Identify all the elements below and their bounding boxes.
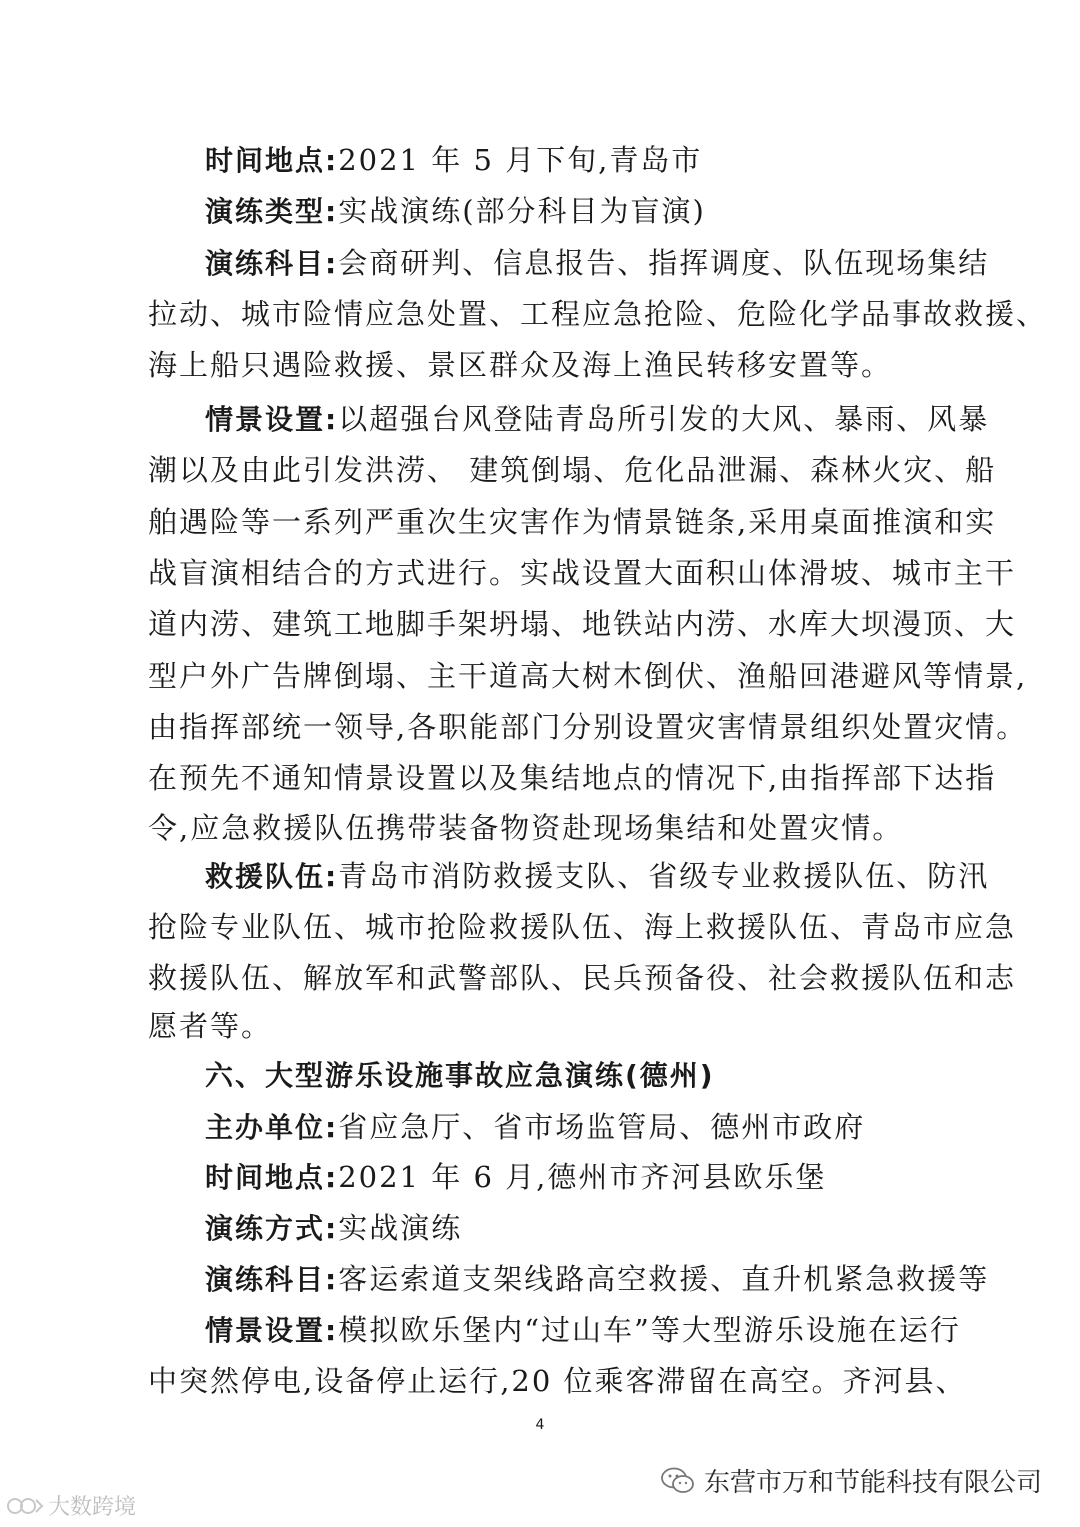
drill-mode-label: 演练方式: <box>205 1212 339 1245</box>
company-watermark <box>660 1462 1042 1499</box>
time-place-value-2: 2021 年 6 月,德州市齐河县欧乐堡 <box>338 1160 827 1194</box>
rescue-teams-label: 救援队伍: <box>205 860 339 893</box>
rescue-teams-line <box>205 856 990 897</box>
organizer-label: 主办单位: <box>205 1111 339 1144</box>
paragraph-line: 抢险专业队伍、城市抢险救援队伍、海上救援队伍、青岛市应急 <box>148 910 1017 944</box>
section-heading: 六、大型游乐设施事故应急演练(德州) <box>205 1059 715 1092</box>
scenario-label: 情景设置: <box>205 403 339 436</box>
scenario-line <box>205 399 990 440</box>
drill-type-value: 实战演练(部分科目为盲演) <box>338 194 706 228</box>
drill-subjects-line-2 <box>205 1259 990 1300</box>
drill-type-line <box>205 191 950 232</box>
paragraph-line: 中突然停电,设备停止运行,20 位乘客滞留在高空。齐河县、 <box>148 1364 967 1398</box>
paragraph-line: 由指挥部统一领导,各职能部门分别设置灾害情景组织处置灾情。 <box>148 710 1028 744</box>
drill-subjects-value-2: 客运索道支架线路高空救援、直升机紧急救援等 <box>338 1262 990 1296</box>
paragraph-line: 救援队伍、解放军和武警部队、民兵预备役、社会救援队伍和志 <box>148 961 1017 995</box>
drill-subjects-line <box>205 243 990 284</box>
paragraph-line: 型户外广告牌倒塌、主干道高大树木倒伏、渔船回港避风等情景, <box>148 659 1028 693</box>
organizer-line <box>205 1107 950 1148</box>
organizer-value: 省应急厅、省市场监管局、德州市政府 <box>338 1110 866 1144</box>
company-name: 东营市万和节能科技有限公司 <box>703 1468 1042 1498</box>
wechat-icon <box>660 1466 696 1496</box>
time-place-value: 2021 年 5 月下旬,青岛市 <box>338 143 703 177</box>
page-number: 4 <box>535 1417 545 1433</box>
time-place-label-2: 时间地点: <box>205 1161 339 1194</box>
time-place-line-2 <box>205 1157 950 1198</box>
rescue-teams-text: 青岛市消防救援支队、省级专业救援队伍、防汛 <box>338 859 990 893</box>
drill-subjects-text: 会商研判、信息报告、指挥调度、队伍现场集结 <box>338 246 990 280</box>
paragraph-line: 在预先不通知情景设置以及集结地点的情况下,由指挥部下达指 <box>148 761 997 795</box>
time-place-label: 时间地点: <box>205 144 339 177</box>
scenario-text: 以超强台风登陆青岛所引发的大风、暴雨、风暴 <box>338 402 990 436</box>
watermark <box>6 1490 136 1521</box>
drill-mode-value: 实战演练 <box>338 1211 463 1245</box>
time-place-line <box>205 140 950 181</box>
scenario-line-2 <box>205 1310 961 1351</box>
paragraph-line: 拉动、城市险情应急处置、工程应急抢险、危险化学品事故救援、 <box>148 297 1048 331</box>
paragraph-line: 愿者等。 <box>148 1009 273 1043</box>
paragraph-line: 令,应急救援队伍携带装备物资赴现场集结和处置灾情。 <box>148 811 904 845</box>
drill-type-label: 演练类型: <box>205 195 339 228</box>
scenario-text-2: 模拟欧乐堡内“过山车”等大型游乐设施在运行 <box>338 1313 961 1347</box>
drill-mode-line <box>205 1208 950 1249</box>
paragraph-line: 道内涝、建筑工地脚手架坍塌、地铁站内涝、水库大坝漫顶、大 <box>148 607 1017 641</box>
paragraph-line: 海上船只遇险救援、景区群众及海上渔民转移安置等。 <box>148 348 893 382</box>
drill-subjects-label-2: 演练科目: <box>205 1263 339 1296</box>
watermark-text: 大数跨境 <box>48 1495 137 1520</box>
watermark-logo-icon <box>6 1494 44 1518</box>
scenario-label-2: 情景设置: <box>205 1314 339 1347</box>
drill-subjects-label: 演练科目: <box>205 247 339 280</box>
paragraph-line: 潮以及由此引发洪涝、 建筑倒塌、危化品泄漏、森林火灾、船 <box>148 453 997 487</box>
paragraph-line: 战盲演相结合的方式进行。实战设置大面积山体滑坡、城市主干 <box>148 556 1017 590</box>
paragraph-line: 舶遇险等一系列严重次生灾害作为情景链条,采用桌面推演和实 <box>148 505 997 539</box>
